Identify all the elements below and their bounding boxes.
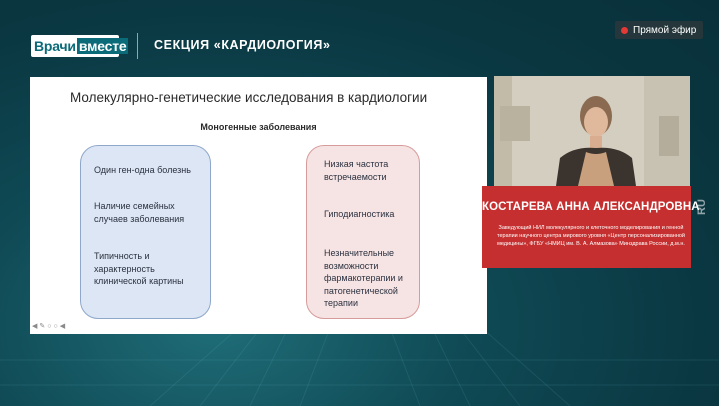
slide-toolbar <box>32 323 65 331</box>
left-item: Типичность и характерность клинической картины <box>94 251 184 286</box>
logo-text-1: Врачи <box>34 38 76 54</box>
live-dot-icon <box>621 27 628 34</box>
circle-icon[interactable]: ○ <box>47 323 52 330</box>
right-item: Гиподиагностика <box>324 209 395 219</box>
right-feature-box <box>306 145 420 319</box>
slide-subtitle: Моногенные заболевания <box>200 122 317 132</box>
pointer-icon[interactable]: ◀ <box>32 323 38 330</box>
slide-title: Молекулярно-генетические исследования в кардиологии <box>70 90 428 105</box>
speaker-video-image <box>494 76 690 186</box>
header-divider <box>137 33 138 59</box>
left-feature-box <box>80 145 211 319</box>
left-item: Один ген-одна болезнь <box>94 165 191 175</box>
presentation-slide <box>30 77 487 334</box>
speaker-icon[interactable]: ◀ <box>59 323 66 330</box>
section-title: СЕКЦИЯ «КАРДИОЛОГИЯ» <box>154 38 331 52</box>
left-item: Наличие семейных случаев заболевания <box>94 201 185 224</box>
ru-watermark: RU <box>696 199 708 215</box>
live-label: Прямой эфир <box>633 24 697 36</box>
speaker-video <box>494 76 690 186</box>
speaker-description: Заведующий НИЛ молекулярного и клеточного моделирования и генной терапии научного центра мирового уровня «Центр персонализированной медицины», ФГБУ «НМИЦ им. В. А. Алмазова» Минздрава России, д.м.н. <box>497 225 685 247</box>
right-item: Незначительные возможности фармакотерапии и патогенетической терапии <box>324 248 403 308</box>
right-item: Низкая частота встречаемости <box>324 159 389 182</box>
speaker-name-plate <box>482 186 700 268</box>
speaker-name: КОСТАРЕВА АННА АЛЕКСАНДРОВНА <box>482 201 700 213</box>
pen-icon[interactable]: ✎ <box>39 323 46 330</box>
circle-icon[interactable]: ○ <box>53 323 58 330</box>
logo-text-2: вместе <box>78 38 127 54</box>
live-badge <box>615 21 703 39</box>
brand-logo <box>31 35 127 57</box>
